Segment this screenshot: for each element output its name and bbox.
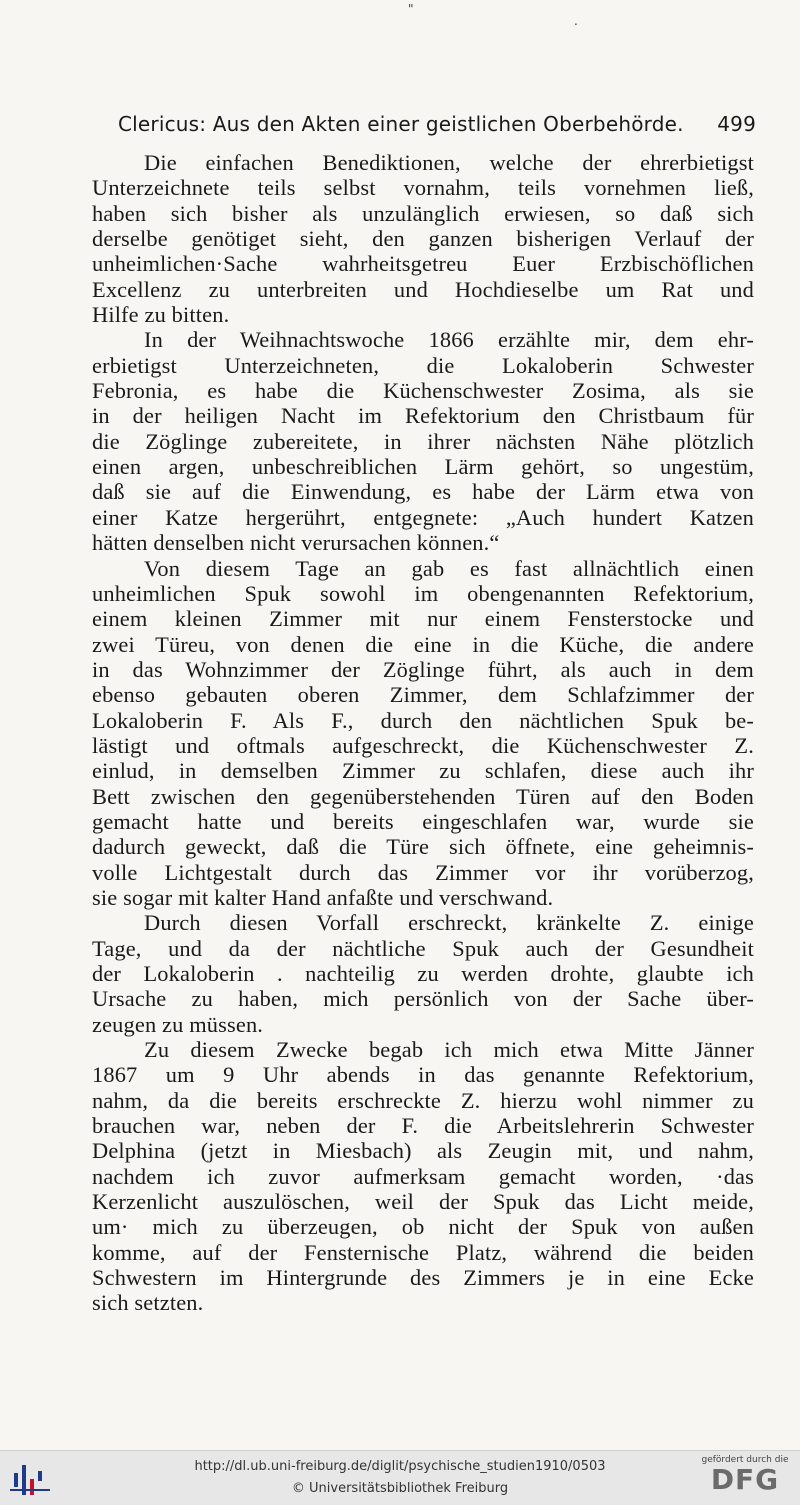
- text-line: lästigt und oftmals aufgeschreckt, die Küchenschwester Z.: [92, 732, 754, 758]
- dfg-logo: DFG: [710, 1463, 780, 1496]
- scan-mark-dot: .: [574, 14, 578, 28]
- text-line: Hilfe zu bitten.: [92, 302, 230, 328]
- text-line: dadurch geweckt, daß die Türe sich öffnete, eine geheimnis-: [92, 834, 754, 860]
- text-line: Bett zwischen den gegenüberstehenden Türen auf den Boden: [92, 783, 754, 809]
- text-line: der Lokaloberin . nachteilig zu werden drohte, glaubte ich: [92, 961, 754, 986]
- text-line: 1867 um 9 Uhr abends in das genannte Refektorium,: [92, 1062, 754, 1088]
- text-line: daß sie auf die Einwendung, es habe der Lärm etwa von: [92, 479, 754, 505]
- text-line: Von diesem Tage an gab es fast allnächtlich einen: [144, 555, 754, 581]
- footer-copyright: © Universitätsbibliothek Freiburg: [291, 1481, 509, 1496]
- text-line: unheimlichen Spuk sowohl im obengenannten Refektorium,: [92, 580, 754, 606]
- text-line: sie sogar mit kalter Hand anfaßte und verschwand.: [92, 884, 554, 910]
- text-line: Ursache zu haben, mich persönlich von der Sache über-: [92, 986, 754, 1012]
- text-line: einem kleinen Zimmer mit nur einem Fensterstocke und: [92, 606, 754, 632]
- text-line: Kerzenlicht auszulöschen, weil der Spuk das Licht meide,: [92, 1189, 754, 1215]
- footer-url-link[interactable]: http://dl.ub.uni-freiburg.de/diglit/psychische_studien1910/0503: [194, 1459, 606, 1474]
- text-line: Die einfachen Benediktionen, welche der ehrerbietigst: [144, 150, 754, 175]
- text-line: haben sich bisher als unzulänglich erwiesen, so daß sich: [92, 200, 754, 226]
- text-line: derselbe genötiget sieht, den ganzen bisherigen Verlauf der: [92, 226, 754, 252]
- footer-bar: [0, 1450, 800, 1505]
- text-line: brauchen war, neben der F. die Arbeitslehrerin Schwester: [92, 1113, 754, 1139]
- dfg-caption: gefördert durch die: [701, 1455, 789, 1465]
- text-line: in das Wohnzimmer der Zöglinge führt, als auch in dem: [92, 656, 754, 682]
- scan-mark-quote: ": [408, 2, 414, 16]
- text-line: gemacht hatte und bereits eingeschlafen war, wurde sie: [92, 808, 754, 834]
- body-text: [92, 150, 754, 1316]
- text-line: um· mich zu überzeugen, ob nicht der Spuk von außen: [92, 1214, 754, 1240]
- text-line: in der heiligen Nacht im Refektorium den Christbaum für: [92, 403, 754, 429]
- text-line: zeugen zu müssen.: [92, 1011, 264, 1037]
- text-line: sich setzten.: [92, 1290, 204, 1316]
- page-number: 499: [717, 112, 756, 136]
- text-line: Unterzeichnete teils selbst vornahm, teils vornehmen ließ,: [92, 175, 754, 201]
- text-line: volle Lichtgestalt durch das Zimmer vor ihr vorüberzog,: [92, 859, 754, 885]
- dfg-sponsor: [700, 1455, 790, 1501]
- text-line: Excellenz zu unterbreiten und Hochdieselbe um Rat und: [92, 276, 754, 302]
- text-line: Schwestern im Hintergrunde des Zimmers je in eine Ecke: [92, 1265, 754, 1291]
- text-line: erbietigst Unterzeichneten, die Lokaloberin Schwester: [92, 352, 754, 378]
- text-line: einlud, in demselben Zimmer zu schlafen, diese auch ihr: [92, 758, 754, 784]
- text-line: nahm, da die bereits erschreckte Z. hierzu wohl nimmer zu: [92, 1087, 754, 1113]
- ub-freiburg-logo-icon: [10, 1459, 50, 1499]
- text-line: hätten denselben nicht verursachen können.“: [92, 530, 500, 556]
- text-line: einer Katze hergerührt, entgegnete: „Auch hundert Katzen: [92, 504, 754, 530]
- text-line: Durch diesen Vorfall erschreckt, kränkelte Z. einige: [144, 910, 754, 936]
- text-line: zwei Türeu, von denen die eine in die Küche, die andere: [92, 631, 754, 657]
- text-line: nachdem ich zuvor aufmerksam gemacht worden, ·das: [92, 1163, 754, 1189]
- text-line: Delphina (jetzt in Miesbach) als Zeugin mit, und nahm,: [92, 1138, 754, 1164]
- text-line: die Zöglinge zubereitete, in ihrer nächsten Nähe plötzlich: [92, 428, 754, 454]
- running-title: Clericus: Aus den Akten einer geistlichen Oberbehörde.: [118, 112, 684, 136]
- text-line: Lokaloberin F. Als F., durch den nächtlichen Spuk be-: [92, 707, 754, 733]
- text-line: ebenso gebauten oberen Zimmer, dem Schlafzimmer der: [92, 682, 754, 708]
- running-header: [118, 112, 756, 136]
- text-line: einen argen, unbeschreiblichen Lärm gehört, so ungestüm,: [92, 454, 754, 480]
- text-line: Zu diesem Zwecke begab ich mich etwa Mitte Jänner: [144, 1037, 754, 1063]
- text-line: Febronia, es habe die Küchenschwester Zosima, als sie: [92, 378, 754, 404]
- text-line: komme, auf der Fensternische Platz, während die beiden: [92, 1239, 754, 1265]
- text-line: Tage, und da der nächtliche Spuk auch der Gesundheit: [92, 935, 754, 961]
- text-line: In der Weihnachtswoche 1866 erzählte mir, dem ehr-: [144, 327, 754, 353]
- text-line: unheimlichen·Sache wahrheitsgetreu Euer Erzbischöflichen: [92, 251, 754, 277]
